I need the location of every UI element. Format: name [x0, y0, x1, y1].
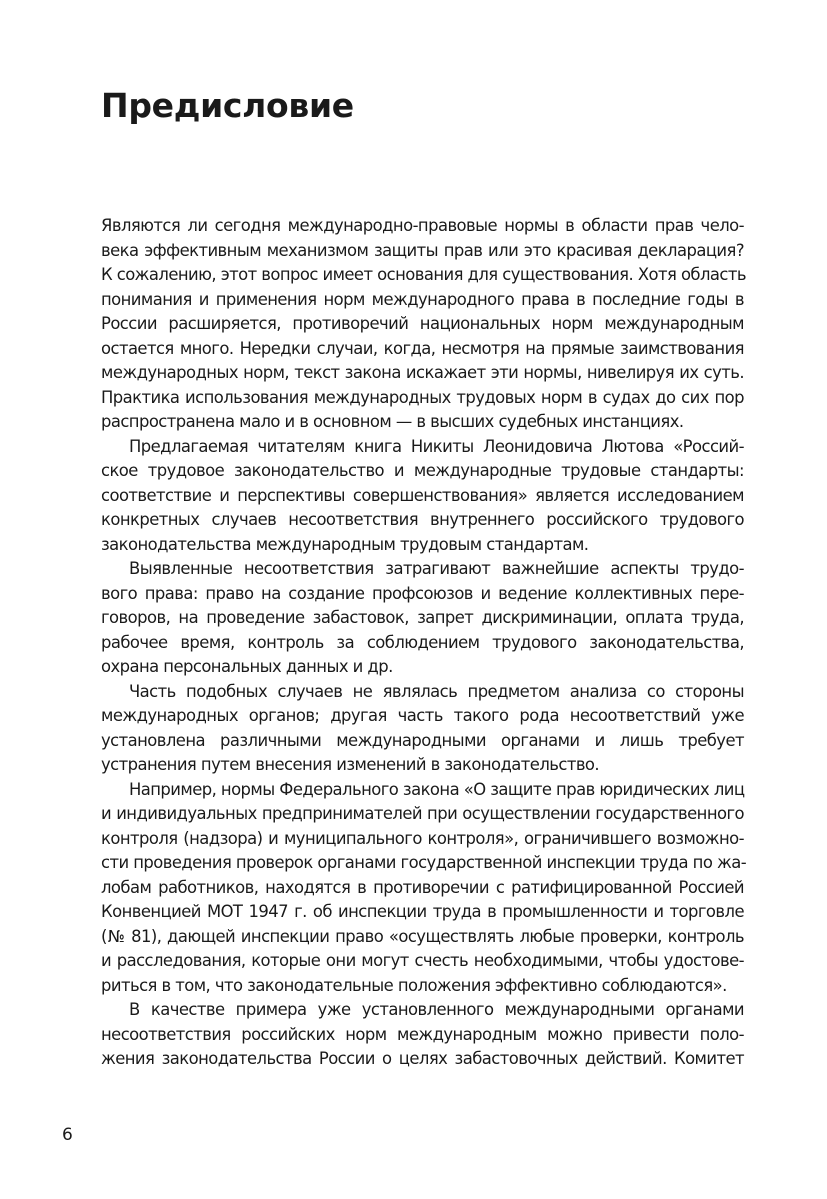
text-line: Выявленные несоответствия затрагивают важнейшие аспекты трудо-	[129, 559, 744, 578]
paragraph	[101, 435, 744, 558]
paragraph	[101, 680, 744, 778]
text-line: Практика использования международных трудовых норм в судах до сих пор	[101, 387, 744, 407]
text-line: рабочее время, контроль за соблюдением трудового законодательства,	[101, 632, 744, 652]
text-line: и индивидуальных предпринимателей при осуществлении государственного	[101, 804, 744, 823]
text-line: установлена различными международными органами и лишь требует	[101, 730, 744, 750]
text-line: понимания и применения норм международного права в последние годы в	[101, 289, 744, 309]
page-title: Предисловие	[101, 86, 354, 125]
text-line: остается много. Нередки случаи, когда, несмотря на прямые заимствования	[101, 338, 744, 358]
paragraph	[101, 778, 747, 999]
text-line: Являются ли сегодня международно-правовые нормы в области прав чело-	[101, 216, 744, 235]
text-line: говоров, на проведение забастовок, запрет дискриминации, оплата труда,	[101, 608, 744, 627]
paragraph	[101, 998, 744, 1072]
text-line: Конвенцией МОТ 1947 г. об инспекции труда в промышленности и торговле	[101, 902, 744, 921]
text-line: века эффективным механизмом защиты прав или это красивая декларация?	[101, 240, 744, 260]
text-line: несоответствия российских норм международным можно привести поло-	[101, 1024, 744, 1044]
text-line: Например, нормы Федерального закона «О защите прав юридических лиц	[129, 779, 745, 799]
page-number: 6	[62, 1125, 73, 1145]
text-line: законодательства международным трудовым стандартам.	[101, 534, 589, 554]
text-line: лобам работников, находятся в противоречии с ратифицированной Россией	[101, 877, 744, 897]
text-line: сти проведения проверок органами государственной инспекции труда по жа-	[101, 853, 747, 872]
text-line: ское трудовое законодательство и международные трудовые стандарты:	[101, 461, 744, 480]
text-line: охрана персональных данных и др.	[101, 657, 393, 676]
text-line: Часть подобных случаев не являлась предметом анализа со стороны	[129, 681, 744, 701]
text-line: жения законодательства России о целях забастовочных действий. Комитет	[101, 1049, 744, 1068]
paragraph	[101, 214, 744, 435]
text-line: риться в том, что законодательные положения эффективно соблюдаются».	[101, 975, 727, 995]
text-line: В качестве примера уже установленного международными органами	[129, 1000, 744, 1019]
text-line: международных органов; другая часть такого рода несоответствий уже	[101, 706, 744, 725]
text-line: конкретных случаев несоответствия внутреннего российского трудового	[101, 510, 744, 529]
text-line: распространена мало и в основном — в высших судебных инстанциях.	[101, 412, 684, 431]
text-line: устранения путем внесения изменений в законодательство.	[101, 755, 600, 774]
text-line: и расследования, которые они могут счесть необходимыми, чтобы удостове-	[101, 951, 744, 970]
body-text	[101, 214, 747, 1072]
text-line: России расширяется, противоречий национальных норм международным	[101, 314, 744, 333]
text-line: международных норм, текст закона искажает эти нормы, нивелируя их суть.	[101, 363, 744, 382]
paragraph	[101, 557, 744, 680]
text-line: К сожалению, этот вопрос имеет основания для существования. Хотя область	[101, 265, 746, 284]
text-line: (№ 81), дающей инспекции право «осуществлять любые проверки, контроль	[101, 926, 744, 946]
text-line: соответствие и перспективы совершенствования» является исследованием	[101, 485, 744, 505]
text-line: контроля (надзора) и муниципального контроля», ограничившего возможно-	[101, 828, 744, 848]
text-line: Предлагаемая читателям книга Никиты Леонидовича Лютова «Россий-	[129, 436, 744, 456]
text-line: вого права: право на создание профсоюзов и ведение коллективных пере-	[101, 583, 744, 603]
